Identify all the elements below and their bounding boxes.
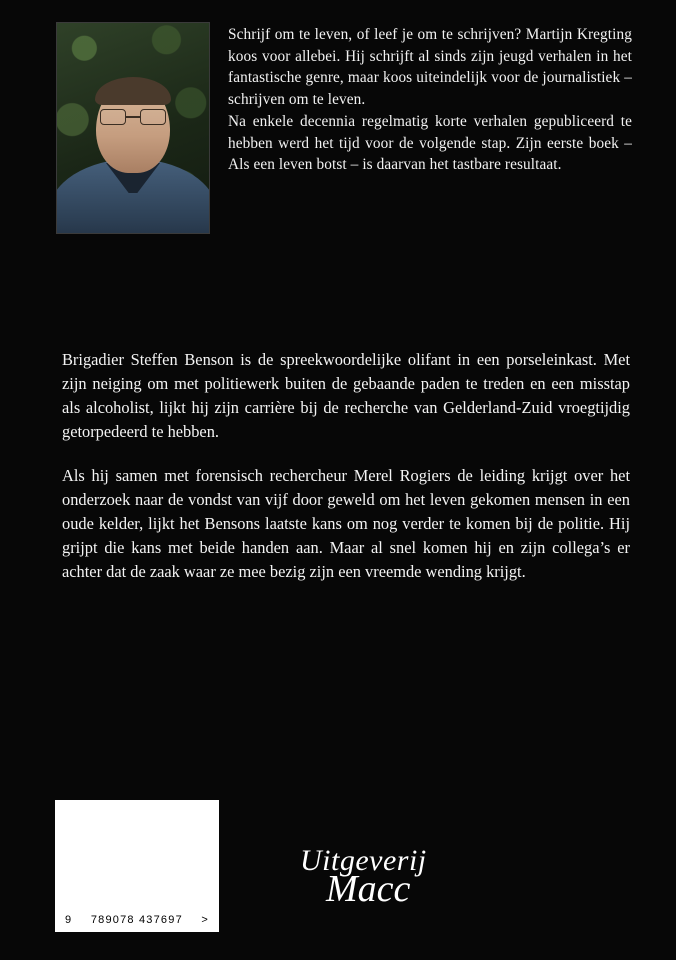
publisher-name-line-2: Macc [326,868,411,910]
isbn-suffix-mark: > [201,914,209,926]
publisher-name-line-1: Uitgeverij [300,844,427,877]
author-bio-paragraph-1: Schrijf om te leven, of leef je om te schrijven? Martijn Kregting koos voor allebei. Hij schrijft al sinds zijn jeugd verhalen in het fantastische genre, maar koos uiteindelijk voor de journalistiek – schrijven om te leven. [228,26,632,109]
isbn-barcode [55,800,219,932]
author-block [56,22,632,234]
publisher-logo [300,846,520,908]
isbn-main-digits: 789078 437697 [90,914,183,926]
photo-subject [57,113,209,233]
barcode-icon [63,808,211,894]
glasses-icon [100,109,166,125]
isbn-prefix-digit: 9 [65,914,73,926]
blurb-paragraph-1: Brigadier Steffen Benson is de spreekwoordelijke olifant in een porseleinkast. Met zijn neiging om met politiewerk buiten de gebaande paden te treden en een misstap als alcoholist, lijkt hij zijn carrière bij de recherche van Gelderland-Zuid vroegtijdig getorpedeerd te hebben. [62,350,630,441]
isbn-number [63,914,211,928]
book-blurb [62,348,630,584]
author-bio-paragraph-2: Na enkele decennia regelmatig korte verhalen gepubliceerd te hebben werd het tijd voor de volgende stap. Zijn eerste boek – Als een leven botst – is daarvan het tastbare resultaat. [228,112,632,174]
blurb-paragraph-2: Als hij samen met forensisch rechercheur Merel Rogiers de leiding krijgt over het onderzoek naar de vondst van vijf door geweld om het leven gekomen mensen in een oude kelder, lijkt het Bensons laatste kans om nog verder te komen bij de politie. Hij grijpt die kans met beide handen aan. Maar al snel komen hij en zijn collega’s er achter dat de zaak waar ze mee bezig zijn een vreemde wending krijgt. [62,465,630,581]
author-photo [56,22,210,234]
author-bio [228,22,632,176]
